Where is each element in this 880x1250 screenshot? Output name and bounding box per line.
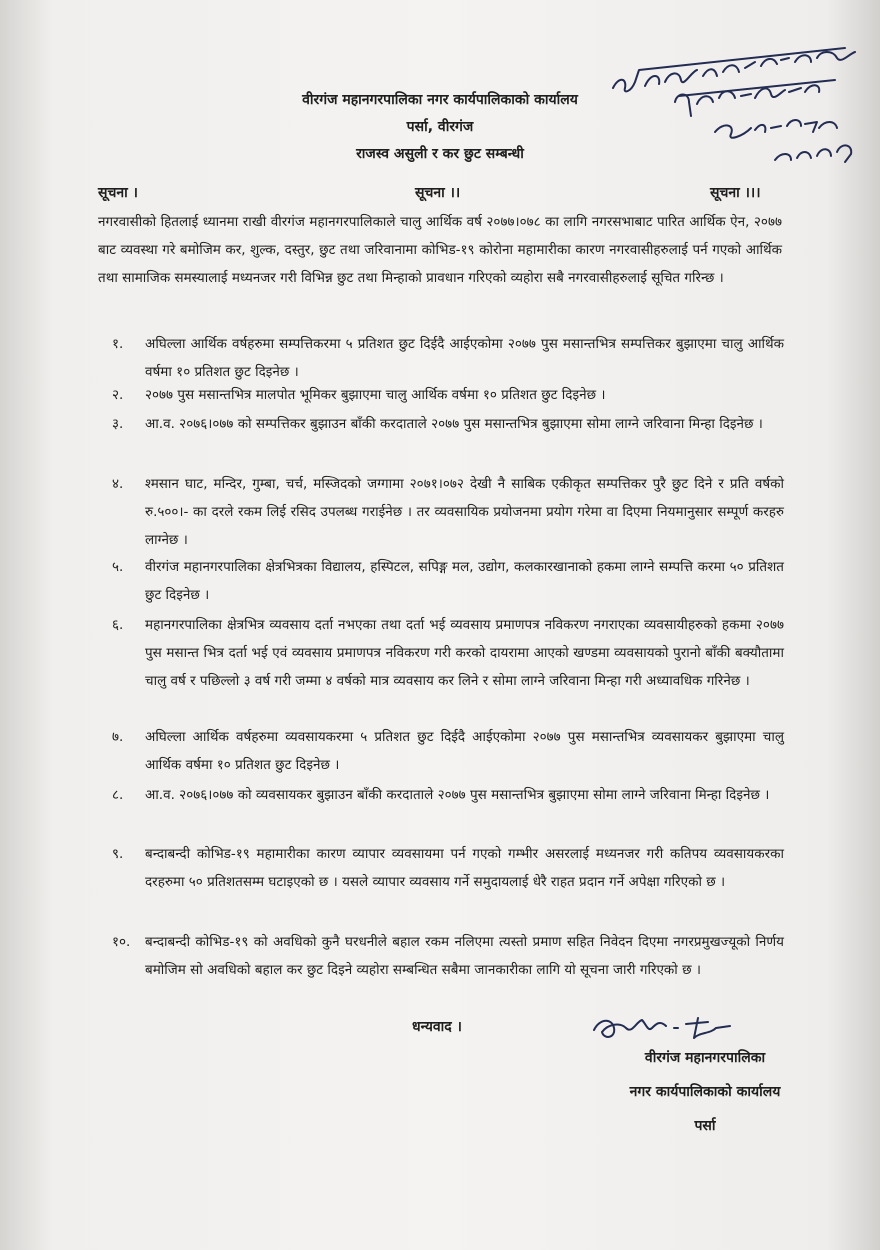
item-number: ३. — [112, 416, 124, 432]
item-text: आ.व. २०७६।०७७ को सम्पत्तिकर बुझाउन बाँकी करदाताले २०७७ पुस मसान्तभित्र बुझाएमा सोमा लाग्ने जरिवाना मिन्हा दिइनेछ । — [145, 416, 763, 432]
item-text: २०७७ पुस मसान्तभित्र मालपोत भूमिकर बुझाएमा चालु आर्थिक वर्षमा १० प्रतिशत छुट दिइनेछ । — [145, 387, 606, 403]
signatory-office-line-1: वीरगंज महानगरपालिका — [644, 1050, 766, 1066]
list-item — [112, 928, 784, 984]
item-text: बन्दाबन्दी कोभिड-१९ महामारीका कारण व्यापार व्यवसायमा पर्न गएको गम्भीर असरलाई मध्यनजर गरी कतिपय व्यवसायकरका दरहरुमा ५० प्रतिशतसम्म घटाइएको छ । यसले व्यापार व्यवसाय गर्ने समुदायलाई धेरै राहत प्रदान गर्ने अपेक्षा गरिएको छ । — [145, 846, 784, 890]
item-text: श्मसान घाट, मन्दिर, गुम्बा, चर्च, मस्जिदको जग्गामा २०७१।०७२ देखी नै साबिक एकीकृत सम्पत्तिकर पुरै छुट दिने र प्रति वर्षको रु.५००।- का दरले रकम लिई रसिद उपलब्ध गराईनेछ । तर व्यवसायिक प्रयोजनमा प्रयोग गरेमा वा दिएमा नियमानुसार सम्पूर्ण करहरु लाग्नेछ । — [145, 476, 784, 548]
item-text: महानगरपालिका क्षेत्रभित्र व्यवसाय दर्ता नभएका तथा दर्ता भई व्यवसाय प्रमाणपत्र नविकरण नगराएका व्यवसायीहरुको हकमा २०७७ पुस मसान्त भित्र दर्ता भई एवं व्यवसाय प्रमाणपत्र नविकरण गरी करको दायरामा आएको खण्डमा व्यवसायको पुरानो बाँकी बक्यौतामा चालु वर्ष र पछिल्लो ३ वर्ष गरी जम्मा ४ वर्षको मात्र व्यवसाय कर लिने र सोमा लाग्ने जरिवाना मिन्हा गरी अध्यावधिक गरिनेछ । — [145, 617, 784, 689]
item-number: ८. — [112, 787, 124, 803]
office-title: वीरगंज महानगरपालिका नगर कार्यपालिकाको कार्यालय — [302, 92, 578, 108]
list-item — [112, 840, 784, 896]
item-text: अघिल्ला आर्थिक वर्षहरुमा सम्पत्तिकरमा ५ प्रतिशत छुट दिईदै आईएकोमा २०७७ पुस मसान्तभित्र सम्पत्तिकर बुझाएमा चालु आर्थिक वर्षमा १० प्रतिशत छुट दिइनेछ । — [145, 336, 784, 380]
item-text: अघिल्ला आर्थिक वर्षहरुमा व्यवसायकरमा ५ प्रतिशत छुट दिईदै आईएकोमा २०७७ पुस मसान्तभित्र व्यवसायकर बुझाएमा चालु आर्थिक वर्षमा १० प्रतिशत छुट दिइनेछ । — [145, 729, 784, 773]
item-text: वीरगंज महानगरपालिका क्षेत्रभित्रका विद्यालय, हस्पिटल, सपिङ्ग मल, उद्योग, कलकारखानाको हकमा लाग्ने सम्पत्ति करमा ५० प्रतिशत छुट दिइनेछ । — [145, 559, 784, 603]
signature — [590, 1010, 750, 1050]
item-number: ७. — [112, 729, 124, 745]
notice-label-1: सूचना । — [98, 185, 138, 201]
intro-paragraph: नगरवासीको हितलाई ध्यानमा राखी वीरगंज महानगरपालिकाले चालु आर्थिक वर्ष २०७७।०७८ का लागि नगरसभाबाट पारित आर्थिक ऐन, २०७७ बाट व्यवस्था गरे बमोजिम कर, शुल्क, दस्तुर, छुट तथा जरिवानामा कोभिड-१९ कोरोना महामारीका कारण नगरवासीहरुलाई पर्न गएको आर्थिक तथा सामाजिक समस्यालाई मध्यनजर गरी विभिन्न छुट तथा मिन्हाको प्रावधान गरिएको व्यहोरा सबै नगरवासीहरुलाई सूचित गरिन्छ । — [98, 214, 782, 286]
item-number: ५. — [112, 559, 124, 575]
item-text: आ.व. २०७६।०७७ को व्यवसायकर बुझाउन बाँकी करदाताले २०७७ पुस मसान्तभित्र बुझाएमा सोमा लाग्ने जरिवाना मिन्हा दिइनेछ । — [145, 787, 770, 803]
list-item — [112, 723, 784, 779]
notice-label-2: सूचना ।। — [415, 185, 461, 201]
item-text: बन्दाबन्दी कोभिड-१९ को अवधिको कुनै घरधनीले बहाल रकम नलिएमा त्यस्तो प्रमाण सहित निवेदन दिएमा नगरप्रमुखज्यूको निर्णय बमोजिम सो अवधिको बहाल कर छुट दिइने व्यहोरा सम्बन्धित सबैमा जानकारीका लागि यो सूचना जारी गरिएको छ । — [145, 934, 784, 978]
item-number: ९. — [112, 846, 124, 862]
signatory-office-line-2: नगर कार्यपालिकाको कार्यालय — [629, 1084, 781, 1100]
signatory-office-line-3: पर्सा — [694, 1118, 716, 1134]
item-number: १०. — [112, 934, 131, 950]
list-item — [112, 330, 784, 386]
list-item — [112, 781, 784, 809]
closing-thanks: धन्यवाद । — [412, 1019, 462, 1035]
item-number: २. — [112, 387, 124, 403]
list-item — [112, 553, 784, 609]
notice-label-3: सूचना ।।। — [710, 185, 761, 201]
item-number: १. — [112, 336, 124, 352]
notice-subject: राजस्व असुली र कर छुट सम्बन्धी — [356, 146, 524, 162]
item-number: ४. — [112, 476, 124, 492]
office-location: पर्सा, वीरगंज — [406, 119, 474, 135]
list-item — [112, 470, 784, 554]
list-item — [112, 381, 784, 409]
item-number: ६. — [112, 617, 124, 633]
list-item — [112, 611, 784, 695]
list-item — [112, 410, 784, 438]
